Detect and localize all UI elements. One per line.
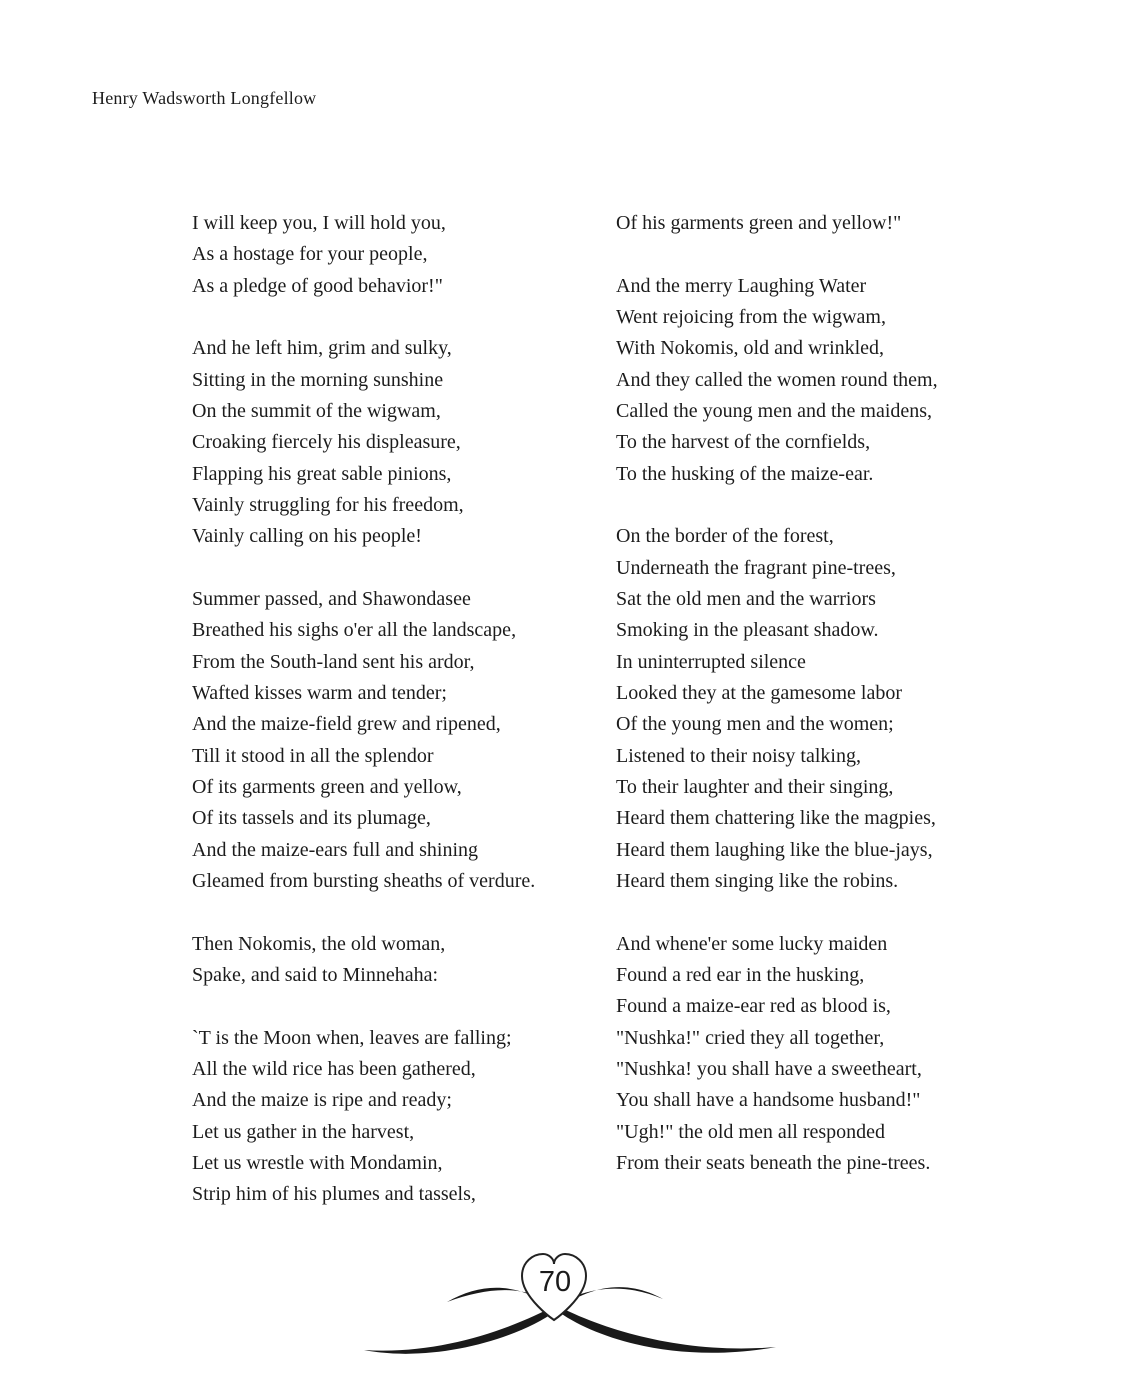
stanza [192, 333, 622, 552]
poem-line: You shall have a handsome husband!" [616, 1089, 921, 1112]
poem-line: And the maize is ripe and ready; [192, 1089, 452, 1112]
poem-line: Wafted kisses warm and tender; [192, 681, 447, 704]
poem-line: Found a maize-ear red as blood is, [616, 995, 891, 1018]
poem-line: Summer passed, and Shawondasee [192, 587, 471, 610]
poem-line: With Nokomis, old and wrinkled, [616, 337, 885, 360]
poem-line: Of its tassels and its plumage, [192, 807, 431, 830]
poem-line: Heard them laughing like the blue-jays, [616, 838, 933, 861]
stanza [616, 929, 1046, 1180]
poem-line: As a hostage for your people, [192, 243, 428, 266]
stanza [616, 521, 1046, 897]
poem-line: Looked they at the gamesome labor [616, 681, 903, 704]
poem-line: Of his garments green and yellow!" [616, 212, 902, 234]
poem-line: And whene'er some lucky maiden [616, 932, 888, 955]
poem-line: Of the young men and the women; [616, 713, 894, 736]
poem-line: "Nushka! you shall have a sweetheart, [616, 1057, 922, 1080]
footer-flourish [350, 1243, 790, 1378]
poem-line: Vainly calling on his people! [192, 525, 422, 548]
poem-line: Underneath the fragrant pine-trees, [616, 556, 896, 579]
poem-line: In uninterrupted silence [616, 650, 806, 673]
poem-line: All the wild rice has been gathered, [192, 1057, 476, 1080]
poem-line: And he left him, grim and sulky, [192, 337, 452, 360]
poem-line: Strip him of his plumes and tassels, [192, 1183, 476, 1206]
poem-line: Listened to their noisy talking, [616, 744, 861, 767]
poem-line: And they called the women round them, [616, 368, 938, 391]
poem-line: From their seats beneath the pine-trees. [616, 1151, 931, 1174]
poem-line: To the harvest of the cornfields, [616, 431, 871, 454]
poem-line: Sat the old men and the warriors [616, 587, 876, 610]
stanza [192, 1023, 622, 1211]
poem-line: Croaking fiercely his displeasure, [192, 431, 461, 454]
poem-line: I will keep you, I will hold you, [192, 212, 446, 234]
stanza [192, 584, 622, 897]
poem-line: To their laughter and their singing, [616, 775, 894, 798]
stanza [192, 208, 622, 302]
flourish-swoosh-right-to-left [364, 1287, 663, 1354]
poem-line: As a pledge of good behavior!" [192, 274, 443, 297]
poem-line: Gleamed from bursting sheaths of verdure. [192, 869, 536, 892]
poem-line: Went rejoicing from the wigwam, [616, 305, 886, 328]
poem-line: Then Nokomis, the old woman, [192, 932, 446, 955]
poem-line: Breathed his sighs o'er all the landscape, [192, 619, 517, 642]
flourish-swoosh-left-to-right [447, 1288, 776, 1353]
poem-line: Sitting in the morning sunshine [192, 368, 444, 391]
stanza [616, 271, 1046, 490]
poem-line: Till it stood in all the splendor [192, 744, 434, 767]
page-number: 70 [538, 1266, 572, 1298]
poem-line: On the summit of the wigwam, [192, 399, 441, 422]
poem-line: Let us wrestle with Mondamin, [192, 1151, 443, 1174]
stanza [192, 929, 622, 992]
poem-line: Of its garments green and yellow, [192, 775, 462, 798]
poem-line: Found a red ear in the husking, [616, 963, 865, 986]
poem-line: And the merry Laughing Water [616, 274, 867, 297]
stanza [616, 208, 1046, 239]
poem-column-left [192, 208, 622, 1211]
poem-line: Let us gather in the harvest, [192, 1120, 415, 1143]
poem-line: On the border of the forest, [616, 525, 834, 548]
poem-line: `T is the Moon when, leaves are falling; [192, 1026, 512, 1049]
poem-line: And the maize-ears full and shining [192, 838, 479, 861]
poem-line: "Ugh!" the old men all responded [616, 1120, 886, 1143]
poem-line: Spake, and said to Minnehaha: [192, 963, 439, 986]
author-header: Henry Wadsworth Longfellow [92, 88, 317, 108]
poem-line: And the maize-field grew and ripened, [192, 713, 501, 736]
poem-line: From the South-land sent his ardor, [192, 650, 475, 673]
poem-line: "Nushka!" cried they all together, [616, 1026, 885, 1049]
poem-line: Heard them singing like the robins. [616, 869, 899, 892]
poem-line: Vainly struggling for his freedom, [192, 493, 464, 516]
flourish-ornament [350, 1243, 790, 1378]
poem-line: Heard them chattering like the magpies, [616, 807, 936, 830]
poem-line: Called the young men and the maidens, [616, 399, 933, 422]
poem-line: To the husking of the maize-ear. [616, 462, 874, 485]
poem-column-right [616, 208, 1046, 1179]
poem-line: Flapping his great sable pinions, [192, 462, 452, 485]
poem-line: Smoking in the pleasant shadow. [616, 619, 879, 642]
